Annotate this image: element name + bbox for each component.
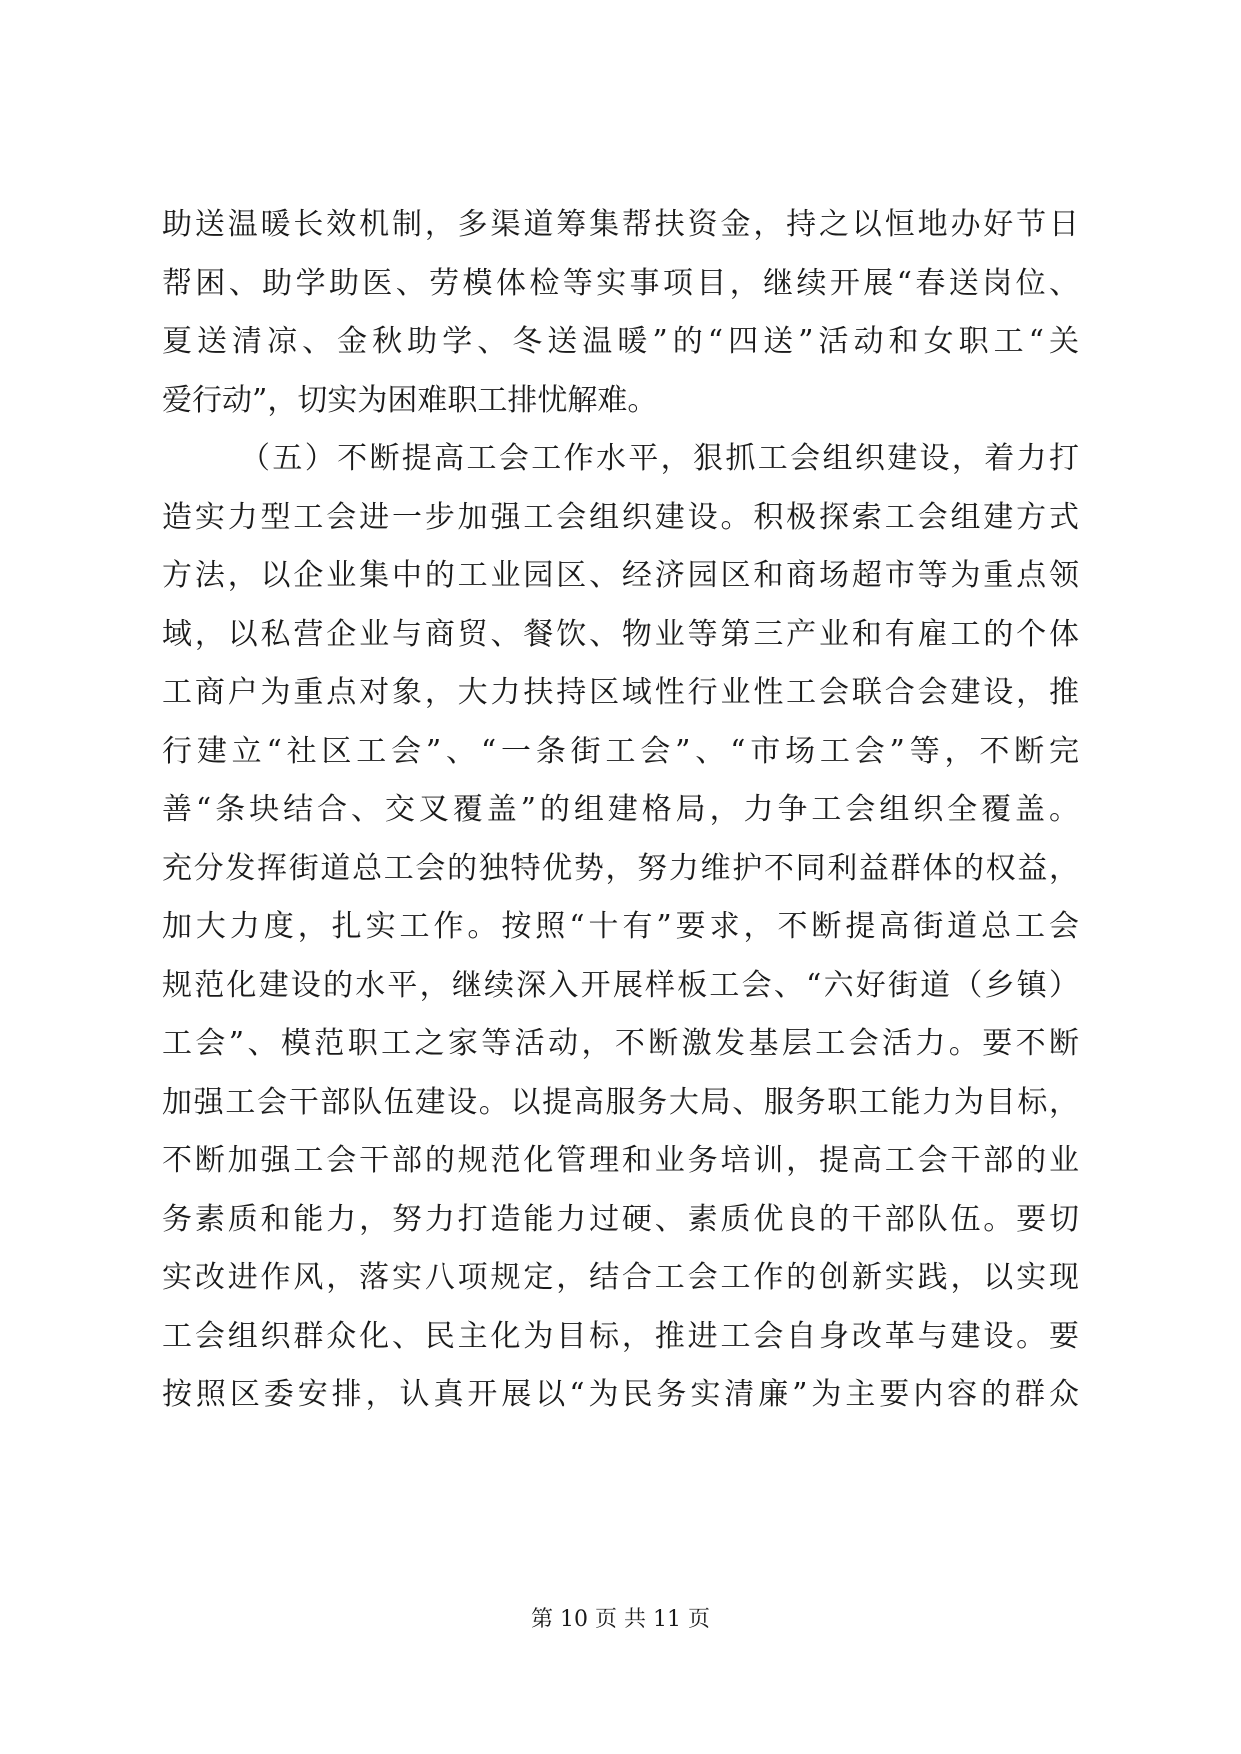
body-line: 工会组织群众化、民主化为目标，推进工会自身改革与建设。要 [162,1319,1079,1354]
body-line: 工商户为重点对象，大力扶持区域性行业性工会联合会建设，推 [162,675,1079,710]
body-line: 加大力度，扎实工作。按照“十有”要求，不断提高街道总工会 [162,909,1079,944]
body-line: 加强工会干部队伍建设。以提高服务大局、服务职工能力为目标， [162,1085,1079,1120]
body-line: 行建立“社区工会”、“一条街工会”、“市场工会”等，不断完 [162,734,1079,769]
body-line: 不断加强工会干部的规范化管理和业务培训，提高工会干部的业 [162,1143,1079,1178]
body-line: 工会”、模范职工之家等活动，不断激发基层工会活力。要不断 [162,1026,1079,1061]
body-line: 务素质和能力，努力打造能力过硬、素质优良的干部队伍。要切 [162,1202,1079,1237]
body-line: 实改进作风，落实八项规定，结合工会工作的创新实践，以实现 [162,1260,1079,1295]
body-line: 规范化建设的水平，继续深入开展样板工会、“六好街道（乡镇） [162,968,1079,1003]
body-line: 造实力型工会进一步加强工会组织建设。积极探索工会组建方式 [162,500,1079,535]
body-line: 帮困、助学助医、劳模体检等实事项目，继续开展“春送岗位、 [162,266,1079,301]
body-line: 夏送清凉、金秋助学、冬送温暖”的“四送”活动和女职工“关 [162,324,1079,359]
body-line: 按照区委安排，认真开展以“为民务实清廉”为主要内容的群众 [162,1377,1079,1412]
body-line: 助送温暖长效机制，多渠道筹集帮扶资金，持之以恒地办好节日 [162,207,1079,242]
body-line: 充分发挥街道总工会的独特优势，努力维护不同利益群体的权益， [162,851,1079,886]
body-line: 善“条块结合、交叉覆盖”的组建格局，力争工会组织全覆盖。 [162,792,1079,827]
body-line: 方法，以企业集中的工业园区、经济园区和商场超市等为重点领 [162,558,1079,593]
body-line: 域，以私营企业与商贸、餐饮、物业等第三产业和有雇工的个体 [162,617,1079,652]
section-heading-line: （五）不断提高工会工作水平，狠抓工会组织建设，着力打 [240,441,1079,476]
page-footer: 第 10 页 共 11 页 [531,1607,710,1632]
body-line: 爱行动”，切实为困难职工排忧解难。 [162,383,658,418]
